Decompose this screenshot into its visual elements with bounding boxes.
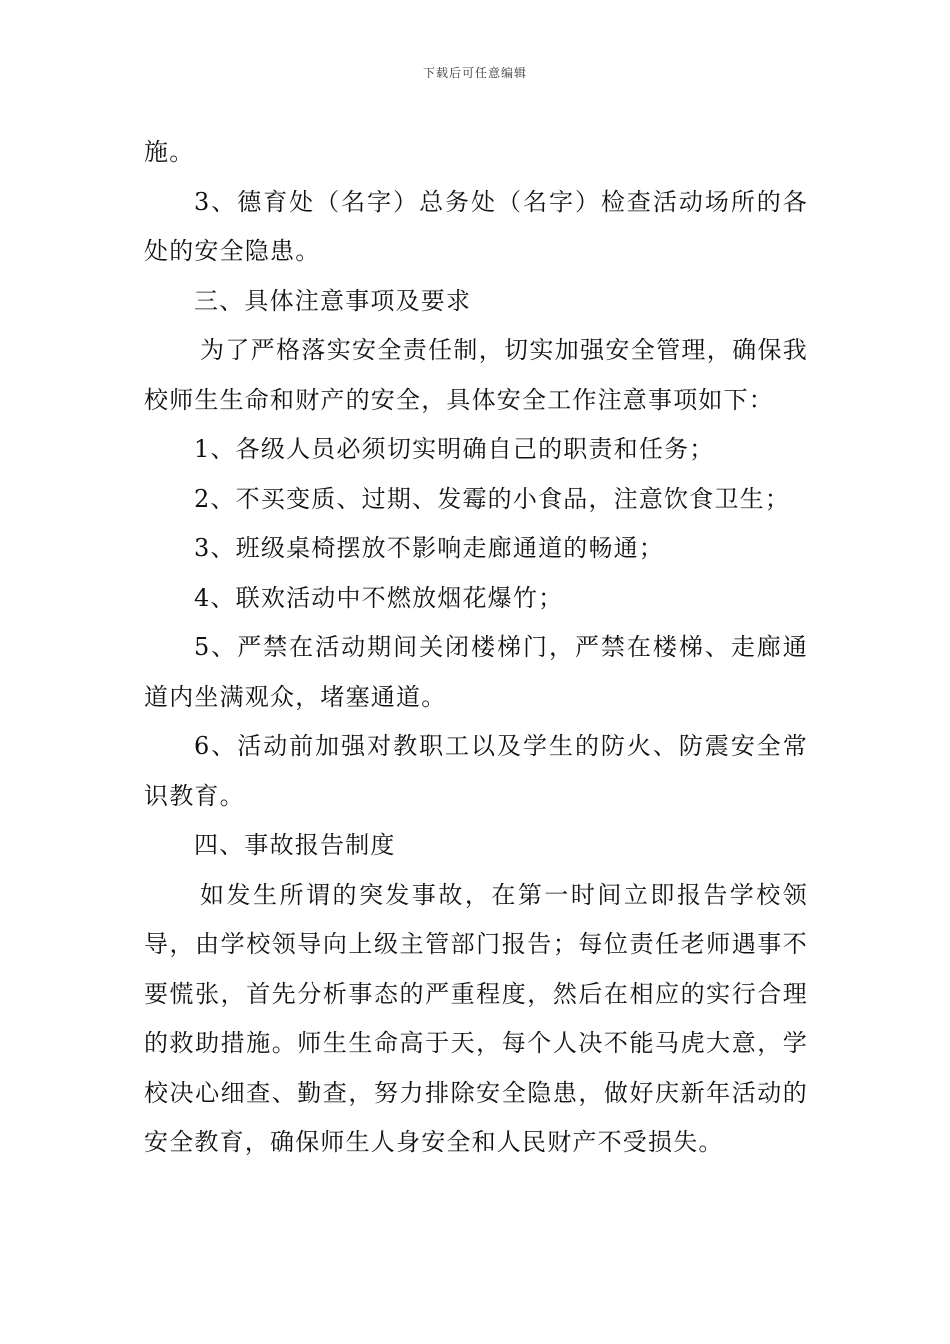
list-item-3: 3、班级桌椅摆放不影响走廊通道的畅通； [194,534,665,562]
document-body [144,128,808,1168]
list-item-6: 6、活动前加强对教职工以及学生的防火、防震安全常识教育。 [144,732,808,810]
paragraph-continuation: 施。 [144,138,195,166]
list-item-2: 2、不买变质、过期、发霉的小食品，注意饮食卫生； [194,484,791,513]
page-header-note: 下载后可任意编辑 [422,66,527,80]
paragraph-intro: 为了严格落实安全责任制，切实加强安全管理，确保我校师生生命和财产的安全，具体安全工作注意事项如下： [144,336,808,414]
paragraph-item-3-inspection: 3、德育处（名字）总务处（名字）检查活动场所的各处的安全隐患。 [144,187,808,265]
list-item-4: 4、联欢活动中不燃放烟花爆竹； [194,583,564,612]
list-item-5: 5、严禁在活动期间关闭楼梯门，严禁在楼梯、走廊通道内坐满观众，堵塞通道。 [144,633,808,711]
section-heading-3: 三、具体注意事项及要求 [194,286,472,315]
paragraph-accident-report: 如发生所谓的突发事故，在第一时间立即报告学校领导，由学校领导向上级主管部门报告；每位责任老师遇事不要慌张，首先分析事态的严重程度，然后在相应的实行合理的救助措施。师生生命高于天，每个人决不能马虎大意，学校决心细查、勤查，努力排除安全隐患，做好庆新年活动的安全教育，确保师生人身安全和人民财产不受损失。 [144,880,808,1156]
section-heading-4: 四、事故报告制度 [194,831,396,859]
list-item-1: 1、各级人员必须切实明确自己的职责和任务； [194,435,715,463]
